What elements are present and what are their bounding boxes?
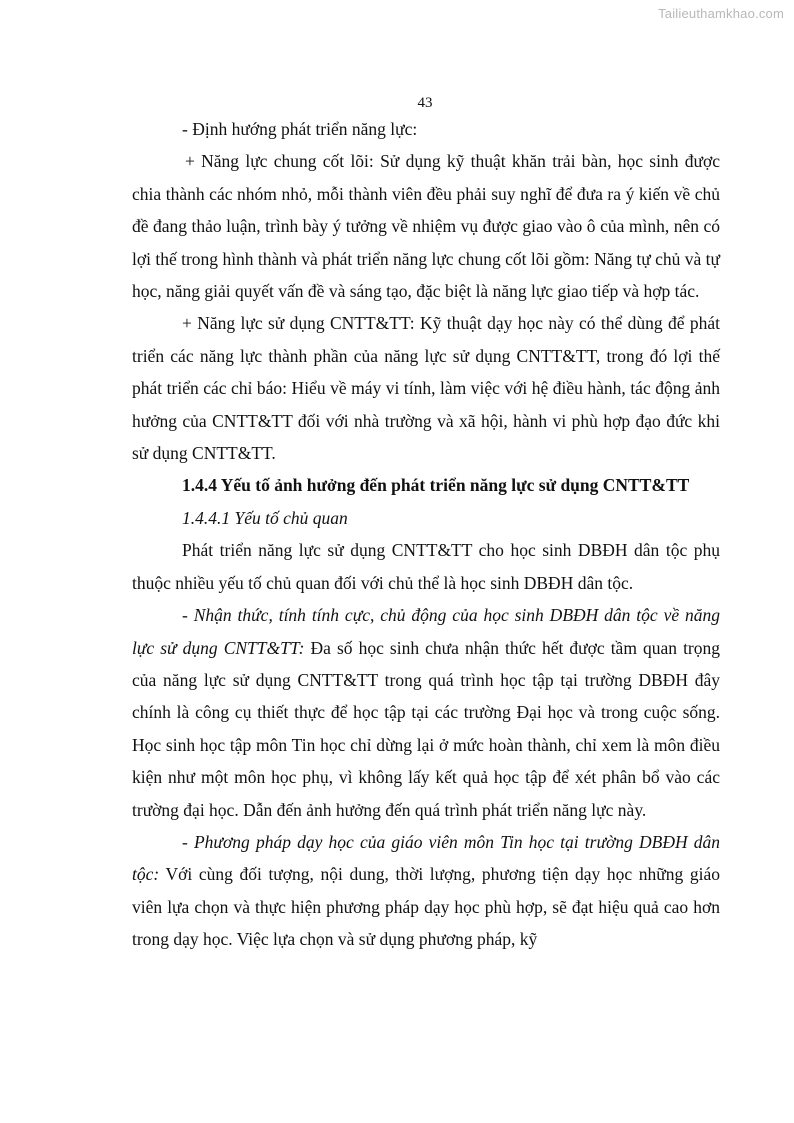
section-heading: 1.4.4 Yếu tố ảnh hưởng đến phát triển năng lực sử dụng CNTT&TT [182,475,690,496]
teaching-method-lead: - Phương pháp dạy học của giáo viên môn Tin học tại trường DBĐH dân tộc: [132,831,720,885]
document-body [132,113,720,956]
subsection-heading: 1.4.4.1 Yếu tố chủ quan [182,507,348,528]
teaching-method-text: Với cùng đối tượng, nội dung, thời lượng, phương tiện dạy học những giáo viên lựa chọn và thực hiện phương pháp dạy học phù hợp, sẽ đạt hiệu quả cao hơn trong dạy học. Việc lựa chọn và sử dụng phương pháp, kỹ [132,864,720,950]
paragraph-awareness [132,599,720,826]
paragraph-subjective-factors: Phát triển năng lực sử dụng CNTT&TT cho học sinh DBĐH dân tộc phụ thuộc nhiều yếu tố chủ quan đối với chủ thể là học sinh DBĐH dân tộc. [132,540,720,593]
paragraph-orientation: - Định hướng phát triển năng lực: [182,119,418,139]
awareness-lead: - Nhận thức, tính tính cực, chủ động của học sinh DBĐH dân tộc về năng lực sử dụng CNTT&TT: [132,605,720,658]
awareness-text: Đa số học sinh chưa nhận thức hết được tầm quan trọng của năng lực sử dụng CNTT&TT trong quá trình học tập tại trường DBĐH đây chính là công cụ thiết thực để học tập tại các trường Đại học và trong cuộc sống. Học sinh học tập môn Tin học chỉ dừng lại ở mức hoàn thành, chỉ xem là môn điều kiện như một môn học phụ, vì không lấy kết quả học tập để xét phân bổ vào các trường đại học. Dẫn đến ảnh hưởng đến quá trình phát triển năng lực này. [132,637,721,820]
watermark-text: Tailieuthamkhao.com [658,6,784,21]
paragraph-core-competency: + Năng lực chung cốt lõi: Sử dụng kỹ thuật khăn trải bàn, học sinh được chia thành các nhóm nhỏ, mỗi thành viên đều phải suy nghĩ để đưa ra ý kiến về chủ đề đang thảo luận, trình bày ý tưởng về nhiệm vụ được giao vào ô của mình, nên có lợi thế trong hình thành và phát triển năng lực chung cốt lõi gồm: Năng tự chủ và tự học, năng giải quyết vấn đề và sáng tạo, đặc biệt là năng lực giao tiếp và hợp tác. [132,151,720,302]
page-number: 43 [417,95,433,111]
paragraph-teaching-method [132,826,720,956]
paragraph-ict-competency: + Năng lực sử dụng CNTT&TT: Kỹ thuật dạy học này có thể dùng để phát triển các năng lực thành phần của năng lực sử dụng CNTT&TT, trong đó lợi thế phát triển các chỉ báo: Hiểu về máy vi tính, làm việc với hệ điều hành, tác động ảnh hưởng của CNTT&TT đối với nhà trường và xã hội, hành vi phù hợp đạo đức khi sử dụng CNTT&TT. [132,313,720,464]
